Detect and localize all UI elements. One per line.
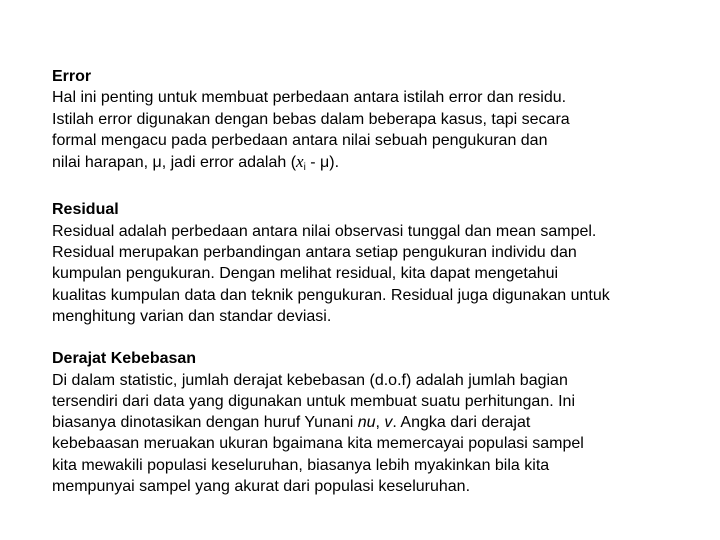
- paragraph-line-nu: [52, 412, 692, 433]
- paragraph-line: Residual merupakan perbandingan antara setiap pengukuran individu dan: [52, 244, 577, 262]
- paragraph-line: kumpulan pengukuran. Dengan melihat residual, kita dapat mengetahui: [52, 265, 559, 283]
- nu-line-prefix: biasanya dinotasikan dengan huruf Yunani: [52, 414, 358, 432]
- section-heading: Residual: [52, 201, 119, 219]
- paragraph-line: kebebaasan meruakan ukuran bgaimana kita memercayai populasi sampel: [52, 435, 584, 453]
- section-heading: Error: [52, 68, 92, 85]
- section-heading: Derajat Kebebasan: [52, 350, 197, 368]
- nu-line-suffix: . Angka dari derajat: [392, 414, 531, 432]
- paragraph-line: mempunyai sampel yang akurat dari populasi keseluruhan.: [52, 478, 471, 496]
- paragraph-line: Di dalam statistic, jumlah derajat kebebasan (d.o.f) adalah jumlah bagian: [52, 371, 568, 389]
- paragraph-line: Istilah error digunakan dengan bebas dalam beberapa kasus, tapi secara: [52, 110, 570, 128]
- paragraph-line: menghitung varian dan standar deviasi.: [52, 307, 332, 325]
- paragraph-line: kita mewakili populasi keseluruhan, biasanya lebih myakinkan bila kita: [52, 456, 550, 474]
- formula-suffix: - μ).: [305, 154, 340, 172]
- paragraph-line: tersendiri dari data yang digunakan untuk membuat suatu perhitungan. Ini: [52, 392, 576, 410]
- paragraph-line: formal mengacu pada perbedaan antara nilai sebuah pengukuran dan: [52, 131, 548, 149]
- paragraph-line: Hal ini penting untuk membuat perbedaan antara istilah error dan residu.: [52, 89, 567, 107]
- document-body: [52, 66, 692, 497]
- paragraph-line: Residual adalah perbedaan antara nilai observasi tunggal dan mean sampel.: [52, 222, 597, 240]
- nu-word: nu: [357, 414, 376, 432]
- section-derajat-kebebasan: [52, 348, 692, 497]
- formula-variable: x: [296, 152, 304, 172]
- nu-line-mid: ,: [375, 414, 385, 432]
- paragraph-line-formula: [52, 151, 692, 178]
- formula-subscript: i: [303, 162, 306, 174]
- nu-symbol: v: [384, 414, 393, 432]
- section-residual: [52, 199, 692, 327]
- formula-prefix: nilai harapan, μ, jadi error adalah (: [52, 154, 297, 172]
- section-error: [52, 66, 692, 178]
- paragraph-line: kualitas kumpulan data dan teknik pengukuran. Residual juga digunakan untuk: [52, 286, 610, 304]
